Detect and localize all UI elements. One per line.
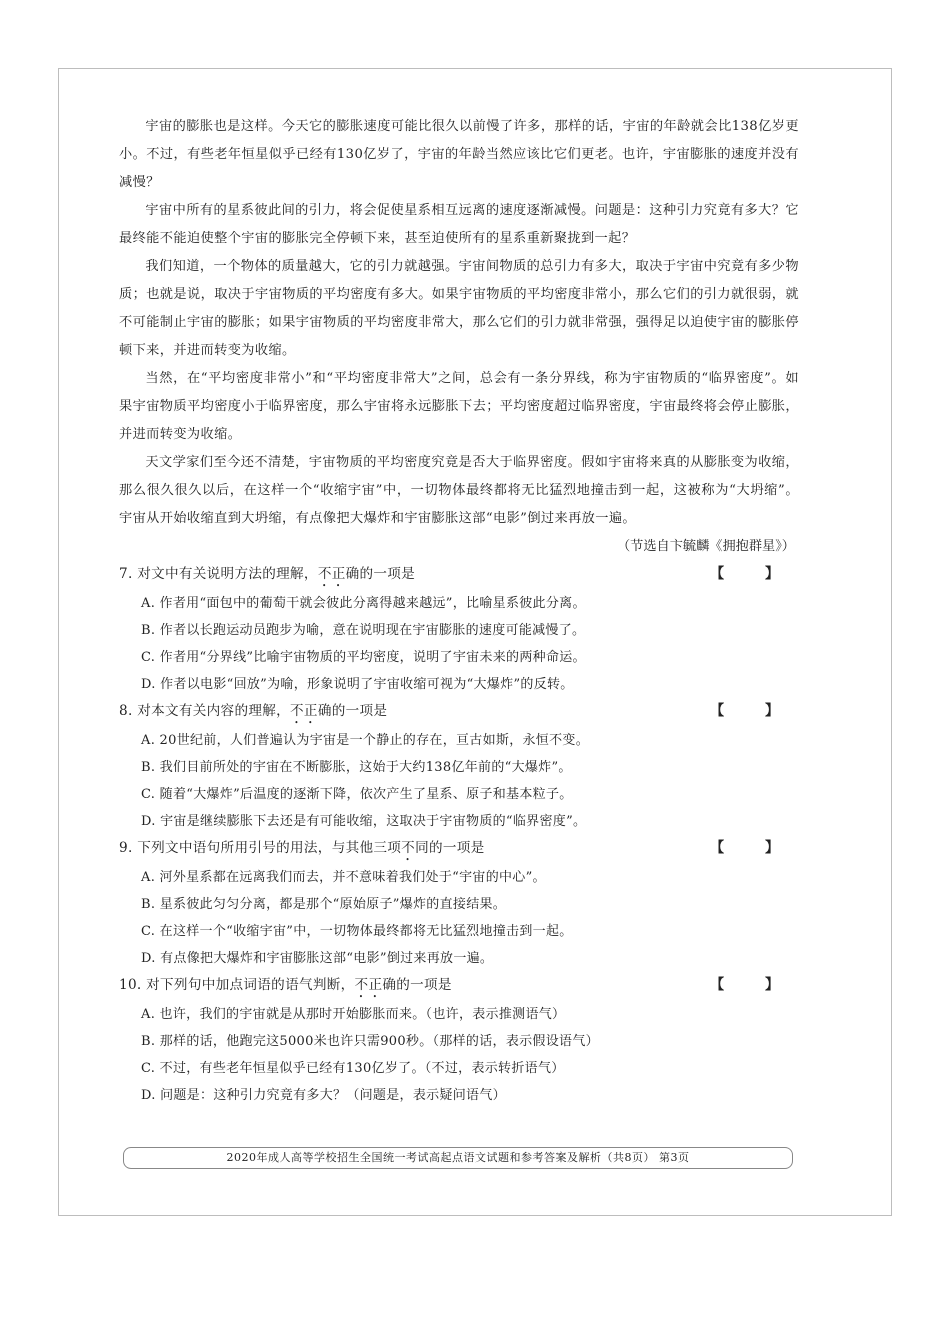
option-c: C. 不过，有些老年恒星似乎已经有130亿岁了。（不过，表示转折语气） <box>141 1061 565 1076</box>
passage-paragraph: 我们知道，一个物体的质量越大，它的引力就越强。宇宙间物质的总引力有多大，取决于宇宙中究竟有多少物质；也就是说，取决于宇宙物质的平均密度有多大。如果宇宙物质的平均密度非常小，那么它们的引力就很弱，就不可能制止宇宙的膨胀；如果宇宙物质的平均密度非常大，那么它们的引力就非常强，强得足以迫使宇宙的膨胀停顿下来，并进而转变为收缩。 <box>119 259 799 358</box>
option-d: D. 问题是：这种引力究竟有多大？（问题是，表示疑问语气） <box>141 1088 506 1103</box>
option-b: B. 那样的话，他跑完这5000米也许只需900秒。（那样的话，表示假设语气） <box>141 1034 599 1049</box>
stem-text: 7. 对文中有关说明方法的理解， <box>119 566 318 582</box>
answer-bracket[interactable]: 【 】 <box>710 840 797 856</box>
stem-text: 8. 对本文有关内容的理解， <box>119 703 291 719</box>
option-c: C. 作者用“分界线”比喻宇宙物质的平均密度，说明了宇宙未来的两种命运。 <box>141 650 586 665</box>
passage-paragraph: 宇宙的膨胀也是这样。今天它的膨胀速度可能比很久以前慢了许多，那样的话，宇宙的年龄就会比138亿岁更小。不过，有些老年恒星似乎已经有130亿岁了，宇宙的年龄当然应该比它们更老。也许，宇宙膨胀的速度并没有减慢？ <box>119 119 799 190</box>
exam-page <box>58 68 892 1216</box>
passage-source: （节选自卞毓麟《拥抱群星》） <box>616 539 795 554</box>
question-10 <box>119 972 799 1109</box>
stem-text: 同的一项是 <box>415 840 485 856</box>
option-c: C. 在这样一个“收缩宇宙”中，一切物体最终都将无比猛烈地撞击到一起。 <box>141 924 573 939</box>
page-content <box>119 113 799 1109</box>
option-b: B. 星系彼此匀匀分离，都是那个“原始原子”爆炸的直接结果。 <box>141 897 507 912</box>
question-8 <box>119 698 799 835</box>
option-a: A. 也许，我们的宇宙就是从那时开始膨胀而来。（也许，表示推测语气） <box>141 1007 566 1022</box>
reading-passage <box>119 113 799 561</box>
passage-paragraph: 宇宙中所有的星系彼此间的引力，将会促使星系相互远离的速度逐渐减慢。问题是：这种引力究竟有多大？它最终能不能迫使整个宇宙的膨胀完全停顿下来，甚至迫使所有的星系重新聚拢到一起？ <box>119 203 799 246</box>
answer-bracket[interactable]: 【 】 <box>710 703 797 719</box>
stem-text: 10. 对下列句中加点词语的语气判断， <box>119 977 355 993</box>
option-a: A. 作者用“面包中的葡萄干就会彼此分离得越来越远”，比喻星系彼此分离。 <box>141 596 586 611</box>
option-d: D. 有点像把大爆炸和宇宙膨胀这部“电影”倒过来再放一遍。 <box>141 951 494 966</box>
dotted-emphasis: 不正 <box>317 566 346 582</box>
question-stem <box>119 561 799 590</box>
question-stem <box>119 972 799 1001</box>
dotted-emphasis: 不正 <box>290 703 318 719</box>
dotted-emphasis: 不 <box>401 840 416 856</box>
question-7 <box>119 561 799 698</box>
option-a: A. 河外星系都在远离我们而去，并不意味着我们处于“宇宙的中心”。 <box>141 870 546 885</box>
answer-bracket[interactable]: 【 】 <box>710 566 797 582</box>
option-d: D. 宇宙是继续膨胀下去还是有可能收缩，这取决于宇宙物质的“临界密度”。 <box>141 814 587 829</box>
passage-paragraph: 天文学家们至今还不清楚，宇宙物质的平均密度究竟是否大于临界密度。假如宇宙将来真的从膨胀变为收缩，那么很久很久以后，在这样一个“收缩宇宙”中，一切物体最终都将无比猛烈地撞击到一起，这被称为“大坍缩”。宇宙从开始收缩直到大坍缩，有点像把大爆炸和宇宙膨胀这部“电影”倒过来再放一遍。 <box>119 455 799 526</box>
option-d: D. 作者以电影“回放”为喻，形象说明了宇宙收缩可视为“大爆炸”的反转。 <box>141 677 574 692</box>
option-b: B. 我们目前所处的宇宙在不断膨胀，这始于大约138亿年前的“大爆炸”。 <box>141 760 572 775</box>
option-b: B. 作者以长跑运动员跑步为喻，意在说明现在宇宙膨胀的速度可能减慢了。 <box>141 623 586 638</box>
question-9 <box>119 835 799 972</box>
stem-text: 确的一项是 <box>345 566 416 582</box>
answer-bracket[interactable]: 【 】 <box>710 977 797 993</box>
stem-text: 确的一项是 <box>317 703 388 719</box>
stem-text: 确的一项是 <box>382 977 452 993</box>
question-stem <box>119 698 799 727</box>
passage-paragraph: 当然，在“平均密度非常小”和“平均密度非常大”之间，总会有一条分界线，称为宇宙物质的“临界密度”。如果宇宙物质平均密度小于临界密度，那么宇宙将永远膨胀下去；平均密度超过临界密度，宇宙最终将会停止膨胀，并进而转变为收缩。 <box>119 371 799 442</box>
dotted-emphasis: 不正 <box>354 977 383 993</box>
option-a: A. 20世纪前，人们普遍认为宇宙是一个静止的存在，亘古如斯，永恒不变。 <box>141 733 589 748</box>
stem-text: 9. 下列文中语句所用引号的用法，与其他三项 <box>119 840 402 856</box>
page-footer: 2020年成人高等学校招生全国统一考试高起点语文试题和参考答案及解析（共8页） 第3页 <box>123 1147 793 1169</box>
question-stem <box>119 835 799 864</box>
option-c: C. 随着“大爆炸”后温度的逐渐下降，依次产生了星系、原子和基本粒子。 <box>141 787 573 802</box>
